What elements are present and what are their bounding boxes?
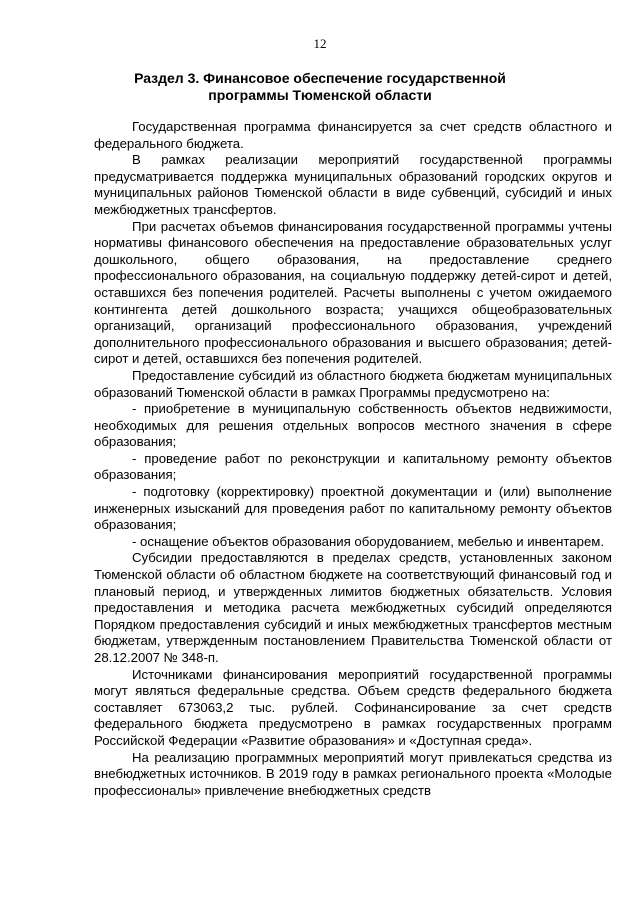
section-title: Раздел 3. Финансовое обеспечение государственной программы Тюменской области — [134, 70, 506, 103]
list-item-real-estate: - приобретение в муниципальную собственность объектов недвижимости, необходимых для решения отдельных вопросов местного значения в сфере образования; — [94, 401, 612, 450]
paragraph-calculation-standards: При расчетах объемов финансирования государственной программы учтены нормативы финансового обеспечения на предоставление образовательных услуг дошкольного, общего образования, на предоставление среднего профессионального образования, на социальную поддержку детей-сирот и детей, оставшихся без попечения родителей. Расчеты выполнены с учетом ожидаемого контингента детей дошкольного возраста; учащихся общеобразовательных организаций, организаций профессионального образования, учреждений дополнительного профессионального образования и высшего образования; детей-сирот и детей, оставшихся без попечения родителей. — [94, 218, 612, 367]
paragraph-financing-sources: Государственная программа финансируется за счет средств областного и федерального бюджета. — [94, 119, 612, 151]
list-item-equipment: - оснащение объектов образования оборудованием, мебелью и инвентарем. — [132, 533, 605, 549]
list-item-reconstruction: - проведение работ по реконструкции и капитальному ремонту объектов образования; — [94, 450, 612, 483]
paragraph-municipal-support: В рамках реализации мероприятий государственной программы предусматривается поддержка муниципальных образований городских округов и муниципальных районов Тюменской области в виде субвенций, субсидий и иных межбюджетных трансфертов. — [94, 152, 612, 217]
paragraph-subsidy-conditions: Субсидии предоставляются в пределах средств, установленных законом Тюменской области об областном бюджете на соответствующий финансовый год и плановый период, и утвержденных лимитов бюджетных обязательств. Условия предоставления и методика расчета межбюджетных субсидий определяются Порядком предоставления субсидий и иных межбюджетных трансфертов местным бюджетам, утвержденным постановлением Правительства Тюменской области от 28.12.2007 № 348-п. — [94, 550, 612, 665]
paragraph-subsidy-purposes: Предоставление субсидий из областного бюджета бюджетам муниципальных образований Тюменской области в рамках Программы предусмотрено на: — [94, 367, 612, 400]
paragraph-extrabudgetary-funds: На реализацию программных мероприятий могут привлекаться средства из внебюджетных источников. В 2019 году в рамках регионального проекта «Молодые профессионалы» привлечение внебюджетных средств — [94, 749, 612, 798]
page-number: 12 — [313, 36, 327, 51]
list-item-project-documentation: - подготовку (корректировку) проектной документации и (или) выполнение инженерных изысканий для проведения работ по капитальному ремонту объектов образования; — [94, 484, 612, 533]
document-body — [94, 119, 612, 799]
paragraph-federal-funds: Источниками финансирования мероприятий государственной программы могут являться федеральные средства. Объем средств федерального бюджета составляет 673063,2 тыс. рублей. Софинансирование за счет средств федерального бюджета предусмотрено в рамках государственных программ Российской Федерации «Развитие образования» и «Доступная среда». — [94, 666, 612, 748]
